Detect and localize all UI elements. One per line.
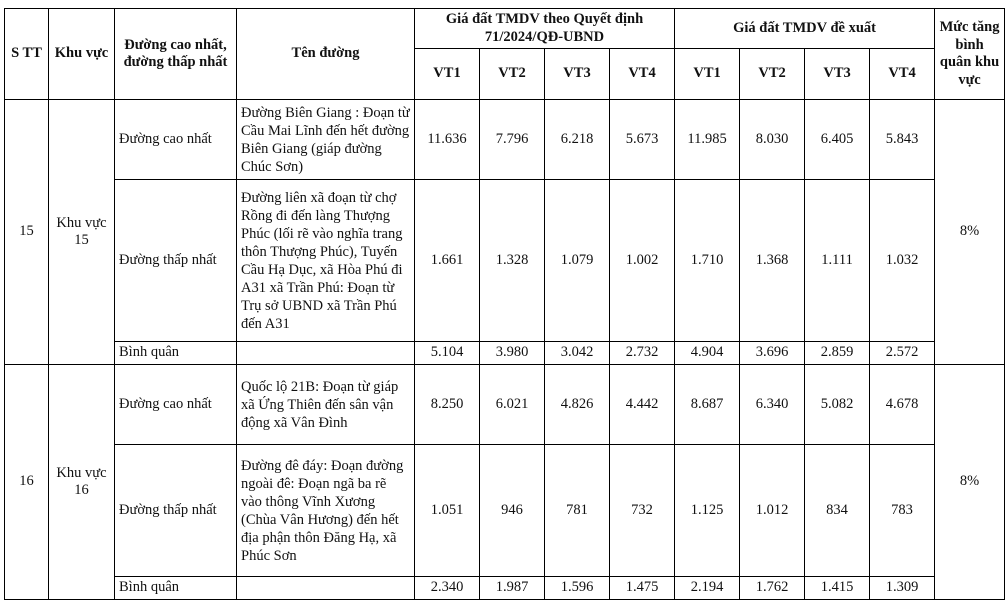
header-ten-duong: Tên đường [237, 9, 415, 100]
loai-cell: Đường cao nhất [115, 365, 237, 445]
khu-vuc-cell: Khu vực 16 [49, 365, 115, 600]
qd-vt3-cell: 3.042 [545, 342, 610, 365]
qd-vt4-cell: 5.673 [610, 100, 675, 180]
price-table [4, 8, 1005, 600]
loai-cell: Bình quân [115, 342, 237, 365]
qd-vt2-cell: 1.987 [480, 577, 545, 600]
dx-vt2-cell: 1.762 [740, 577, 805, 600]
dx-vt4-cell: 5.843 [870, 100, 935, 180]
ten-duong-cell [237, 577, 415, 600]
dx-vt2-cell: 1.368 [740, 180, 805, 342]
dx-vt2-cell: 8.030 [740, 100, 805, 180]
qd-vt4-cell: 1.002 [610, 180, 675, 342]
dx-vt1-cell: 11.985 [675, 100, 740, 180]
table-body [5, 100, 1005, 600]
header-qd-vt2: VT2 [480, 49, 545, 100]
table-header [5, 9, 1005, 100]
ten-duong-cell: Quốc lộ 21B: Đoạn từ giáp xã Ứng Thiên đến sân vận động xã Vân Đình [237, 365, 415, 445]
qd-vt4-cell: 4.442 [610, 365, 675, 445]
ten-duong-cell: Đường Biên Giang : Đoạn từ Cầu Mai Lĩnh đến hết đường Biên Giang (giáp đường Chúc Sơn) [237, 100, 415, 180]
header-dx-vt1: VT1 [675, 49, 740, 100]
qd-vt2-cell: 7.796 [480, 100, 545, 180]
header-duong-cao-thap: Đường cao nhất, đường thấp nhất [115, 9, 237, 100]
qd-vt2-cell: 3.980 [480, 342, 545, 365]
header-dx-vt3: VT3 [805, 49, 870, 100]
qd-vt4-cell: 732 [610, 445, 675, 577]
dx-vt1-cell: 1.125 [675, 445, 740, 577]
table-row [5, 445, 1005, 577]
qd-vt3-cell: 4.826 [545, 365, 610, 445]
dx-vt3-cell: 5.082 [805, 365, 870, 445]
dx-vt1-cell: 4.904 [675, 342, 740, 365]
qd-vt3-cell: 1.079 [545, 180, 610, 342]
dx-vt3-cell: 834 [805, 445, 870, 577]
qd-vt1-cell: 1.661 [415, 180, 480, 342]
dx-vt3-cell: 1.111 [805, 180, 870, 342]
qd-vt2-cell: 946 [480, 445, 545, 577]
header-group-qd: Giá đất TMDV theo Quyết định 71/2024/QĐ-UBND [415, 9, 675, 49]
dx-vt1-cell: 1.710 [675, 180, 740, 342]
muc-tang-cell: 8% [935, 365, 1005, 600]
dx-vt4-cell: 783 [870, 445, 935, 577]
ten-duong-cell: Đường đê đáy: Đoạn đường ngoài đê: Đoạn ngã ba rẽ vào thông Vĩnh Xương (Chùa Vân Hương) đến hết địa phận thôn Đăng Hạ, xã Phúc Sơn [237, 445, 415, 577]
table-row [5, 365, 1005, 445]
header-group-dexuat: Giá đất TMDV đề xuất [675, 9, 935, 49]
dx-vt4-cell: 4.678 [870, 365, 935, 445]
dx-vt4-cell: 1.309 [870, 577, 935, 600]
qd-vt2-cell: 6.021 [480, 365, 545, 445]
loai-cell: Bình quân [115, 577, 237, 600]
ten-duong-cell: Đường liên xã đoạn từ chợ Rồng đi đến làng Thượng Phúc (lối rẽ vào nghĩa trang thôn Thượng Phúc), Tuyến Cầu Hạ Dục, xã Hòa Phú đi A31 xã Trần Phú: Đoạn từ Trụ sở UBND xã Trần Phú đến A31 [237, 180, 415, 342]
table-row [5, 577, 1005, 600]
qd-vt1-cell: 5.104 [415, 342, 480, 365]
header-qd-vt1: VT1 [415, 49, 480, 100]
qd-vt4-cell: 1.475 [610, 577, 675, 600]
khu-vuc-cell: Khu vực 15 [49, 100, 115, 365]
qd-vt3-cell: 1.596 [545, 577, 610, 600]
muc-tang-cell: 8% [935, 100, 1005, 365]
qd-vt1-cell: 11.636 [415, 100, 480, 180]
header-stt: S TT [5, 9, 49, 100]
dx-vt1-cell: 8.687 [675, 365, 740, 445]
header-dx-vt2: VT2 [740, 49, 805, 100]
dx-vt2-cell: 6.340 [740, 365, 805, 445]
header-khu-vuc: Khu vực [49, 9, 115, 100]
loai-cell: Đường thấp nhất [115, 180, 237, 342]
qd-vt1-cell: 1.051 [415, 445, 480, 577]
ten-duong-cell [237, 342, 415, 365]
dx-vt1-cell: 2.194 [675, 577, 740, 600]
dx-vt4-cell: 2.572 [870, 342, 935, 365]
header-dx-vt4: VT4 [870, 49, 935, 100]
dx-vt4-cell: 1.032 [870, 180, 935, 342]
qd-vt1-cell: 2.340 [415, 577, 480, 600]
stt-cell: 16 [5, 365, 49, 600]
dx-vt3-cell: 2.859 [805, 342, 870, 365]
dx-vt2-cell: 1.012 [740, 445, 805, 577]
loai-cell: Đường cao nhất [115, 100, 237, 180]
header-qd-vt4: VT4 [610, 49, 675, 100]
dx-vt3-cell: 1.415 [805, 577, 870, 600]
qd-vt1-cell: 8.250 [415, 365, 480, 445]
table-row [5, 100, 1005, 180]
header-qd-vt3: VT3 [545, 49, 610, 100]
table-row [5, 342, 1005, 365]
qd-vt4-cell: 2.732 [610, 342, 675, 365]
dx-vt3-cell: 6.405 [805, 100, 870, 180]
qd-vt3-cell: 781 [545, 445, 610, 577]
qd-vt3-cell: 6.218 [545, 100, 610, 180]
loai-cell: Đường thấp nhất [115, 445, 237, 577]
qd-vt2-cell: 1.328 [480, 180, 545, 342]
table-row [5, 180, 1005, 342]
dx-vt2-cell: 3.696 [740, 342, 805, 365]
stt-cell: 15 [5, 100, 49, 365]
header-muc-tang: Mức tăng bình quân khu vực [935, 9, 1005, 100]
